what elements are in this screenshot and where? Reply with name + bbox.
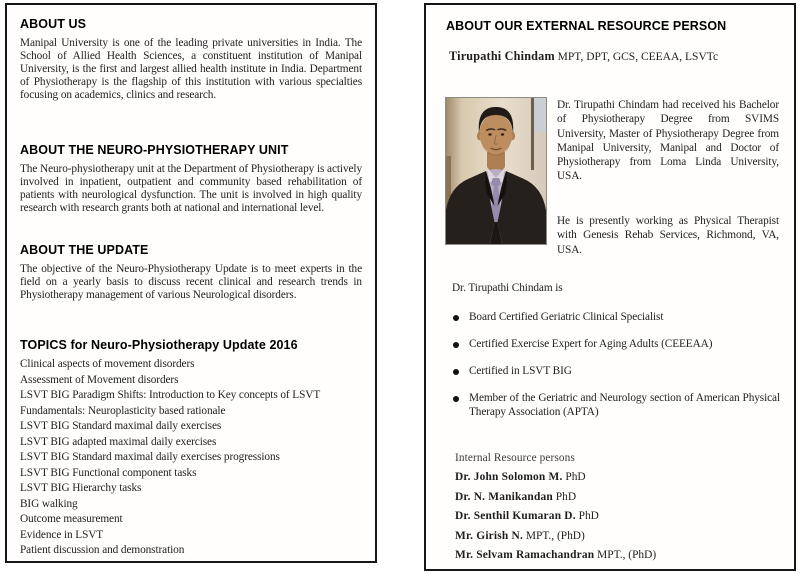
credentials-list <box>452 311 780 433</box>
credential-text: Member of the Geriatric and Neurology section of American Physical Therapy Association (APTA) <box>469 392 780 418</box>
internal-resource-list <box>455 471 785 569</box>
person-name: Dr. Senthil Kumaran D. <box>455 510 576 522</box>
credential-item <box>452 338 780 352</box>
bullet-icon <box>453 315 459 321</box>
resource-person-credentials: MPT, DPT, GCS, CEEAA, LSVTc <box>557 51 719 63</box>
internal-person-row <box>455 510 785 530</box>
internal-person-row <box>455 549 785 569</box>
topic-item: Assessment of Movement disorders <box>20 373 179 386</box>
person-qualification: MPT., (PhD) <box>525 529 585 542</box>
topic-item: Clinical aspects of movement disorders <box>20 358 195 370</box>
topic-item: LSVT BIG Standard maximal daily exercises <box>20 420 222 432</box>
person-qualification: MPT., (PhD) <box>597 549 657 561</box>
about-us-heading: ABOUT US <box>20 17 87 31</box>
topic-item: LSVT BIG Functional component tasks <box>20 466 197 479</box>
credentials-intro: Dr. Tirupathi Chindam is <box>452 282 563 294</box>
bio-paragraph-1: Dr. Tirupathi Chindam had received his Bachelor of Physiotherapy Degree from SVIMS University, Master of Physiotherapy Degree from Manipal University, Manipal and Doctor of Physiotherapy from Loma Linda University, USA. <box>557 99 779 183</box>
topic-item: Evidence in LSVT <box>20 528 104 541</box>
neuro-unit-paragraph: The Neuro-physiotherapy unit at the Department of Physiotherapy is actively involved in inpatient, outpatient and community based rehabilitation of patients with neurological dysfunction. The unit is involved in high quality research with research grants both at national and international level. <box>20 163 362 214</box>
internal-person-row <box>455 471 785 491</box>
about-update-paragraph: The objective of the Neuro-Physiotherapy Update is to meet experts in the field on a yearly basis to discuss recent clinical and research trends in Physiotherapy management of various Neurological disorders. <box>20 263 362 301</box>
person-qualification: PhD <box>555 490 577 503</box>
external-resource-heading: ABOUT OUR EXTERNAL RESOURCE PERSON <box>446 19 727 33</box>
credential-item <box>452 365 780 379</box>
neuro-unit-heading: ABOUT THE NEURO-PHYSIOTHERAPY UNIT <box>20 143 289 157</box>
topic-item: LSVT BIG adapted maximal daily exercises <box>20 435 217 448</box>
resource-person-name-line <box>449 49 718 64</box>
topic-item: LSVT BIG Paradigm Shifts: Introduction to Key concepts of LSVT <box>20 389 321 401</box>
portrait-illustration <box>446 98 546 244</box>
person-name: Dr. N. Manikandan <box>455 490 553 503</box>
credential-text: Certified Exercise Expert for Aging Adults (CEEEAA) <box>469 338 713 350</box>
topic-item: LSVT BIG Hierarchy tasks <box>20 482 142 494</box>
credential-text: Board Certified Geriatric Clinical Specialist <box>469 311 664 323</box>
topic-item: Outcome measurement <box>20 513 123 525</box>
internal-resource-heading: Internal Resource persons <box>455 452 575 464</box>
bullet-icon <box>453 369 459 375</box>
topic-item: Patient discussion and demonstration <box>20 544 185 556</box>
person-qualification: PhD <box>565 471 586 483</box>
person-name: Mr. Girish N. <box>455 529 523 542</box>
credential-item <box>452 311 780 325</box>
bullet-icon <box>453 342 459 348</box>
topics-heading: TOPICS for Neuro-Physiotherapy Update 2016 <box>20 338 298 352</box>
topic-item: LSVT BIG Standard maximal daily exercises progressions <box>20 451 280 463</box>
portrait-photo <box>445 97 547 245</box>
person-name: Mr. Selvam Ramachandran <box>455 549 595 561</box>
about-update-heading: ABOUT THE UPDATE <box>20 243 149 257</box>
bio-paragraph-2: He is presently working as Physical Therapist with Genesis Rehab Services, Richmond, VA, USA. <box>557 215 779 256</box>
about-us-paragraph: Manipal University is one of the leading private universities in India. The School of Allied Health Sciences, a constituent institution of Manipal University, is the first and largest allied health institute in India. Department of Physiotherapy is the flagship of this institution with various specialties focusing on academics, clinics and research. <box>20 37 362 101</box>
internal-person-row <box>455 530 785 550</box>
right-panel <box>424 3 796 571</box>
topics-list <box>20 357 364 559</box>
left-panel <box>5 3 377 563</box>
person-qualification: PhD <box>578 510 599 522</box>
person-name: Dr. John Solomon M. <box>455 471 563 483</box>
topic-item: Fundamentals: Neuroplasticity based rationale <box>20 404 226 417</box>
bullet-icon <box>453 396 459 402</box>
internal-person-row <box>455 491 785 511</box>
credential-item <box>452 392 780 419</box>
resource-person-name: Tirupathi Chindam <box>449 49 555 63</box>
credential-text: Certified in LSVT BIG <box>469 365 572 377</box>
topic-item: BIG walking <box>20 497 78 510</box>
